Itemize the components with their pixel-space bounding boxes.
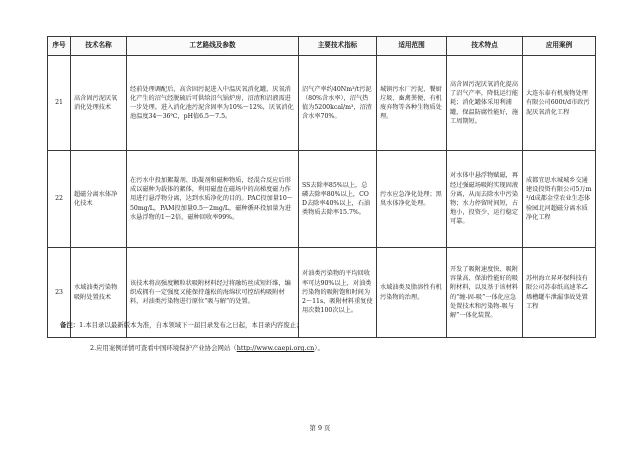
row-number: 23 — [48, 248, 71, 338]
table-row — [48, 56, 596, 151]
row-number: 21 — [48, 56, 71, 151]
header-no: 序号 — [48, 37, 71, 56]
application-scope: 城镇污水厂污泥、餐厨垃圾、畜禽粪便、有机废弃物等各种生物质处理。 — [377, 56, 447, 151]
row-number: 22 — [48, 151, 71, 248]
table-row — [48, 151, 596, 248]
application-cases: 苏州海立昇环保科技有限公司苏泰纸高速苯乙烯槽罐车泄漏事故处置工程 — [523, 248, 596, 338]
technology-name: 超磁分离水体净化技术 — [71, 151, 127, 248]
main-indicators: 对油类污染物的平均回收率可达90%以上，对油类污染物的吸附饱和时间为2～11s，吸附材料重复使用次数100次以上。 — [299, 248, 377, 338]
application-cases: 大连东泰有机废物处理有限公司600t/d市政污泥厌氧消化工程 — [523, 56, 596, 151]
application-scope: 污水应急净化处理；黑臭水体净化处理。 — [377, 151, 447, 248]
header-cases: 应用案例 — [523, 37, 596, 56]
notes-label: 备注： — [60, 321, 80, 329]
notes-section — [60, 320, 600, 354]
application-cases: 成都宜思水城城乡交通建设投资有限公司5万m³/d成都金堂农业生态体验园北河超磁分离水质净化工程 — [523, 151, 596, 248]
note-1 — [60, 320, 600, 331]
process-parameters: 在污水中投加絮凝剂、助凝剂和磁种物质，经混合反应后形成以磁种为载体的絮体，利用磁盘在磁场中的高梯度磁力作用进行悬浮物分离，达到水质净化的目的。PAC投加量10～50mg/L，PAM投加量0.5～2mg/L，磁种循环投加量为进水悬浮物的1～2倍，磁种回收率99%。 — [127, 151, 299, 248]
main-indicators: SS去除率85%以上，总磷去除率80%以上，COD去除率40%以上，石油类物质去除率15.7%。 — [299, 151, 377, 248]
technology-catalog-table — [47, 36, 596, 338]
header-name: 技术名称 — [71, 37, 127, 56]
main-indicators: 沼气产率约40Nm³/t污泥（80%含水率），沼气热值为5200kcal/m³，沼渣含水率70%。 — [299, 56, 377, 151]
technology-features: 开发了吸附速度快、吸附容量高、保油性能好的吸附材料，以及基于该材料的“缠-固-吸”一体化应急处置技术和污染物-吸与解”一体化装置。 — [447, 248, 523, 338]
page-number: 第 9 页 — [309, 424, 331, 432]
process-parameters: 该技术将高强度颗粒状吸附材料经过将融纺丝成短纤维，编织成拥有一定强度又能保持蓬松的海绵状可控结构吸附材料，对油类污染物进行原位“吸与解”的处置。 — [127, 248, 299, 338]
technology-name: 高含固污泥厌氧消化处理技术 — [71, 56, 127, 151]
application-scope: 水域油类及脂溶性有机污染物的治理。 — [377, 248, 447, 338]
technology-features: 高含固污泥厌氧消化提高了沼气产率，降低运行能耗；消化罐体采用利浦罐，保温防腐性能好，施工周期短。 — [447, 56, 523, 151]
note-2-prefix: 2.应用案例详情可查看中国环境保护产业协会网站（ — [90, 344, 237, 352]
table-header-row — [48, 37, 596, 56]
note-2 — [60, 343, 600, 354]
technology-features: 对水体中悬浮物赋磁，再经过强磁场吸附实现固液分离，从而去除水中污染物；水力停留时间短，占地小，投资少，运行稳定可靠。 — [447, 151, 523, 248]
website-link[interactable]: http://www.caepi.org.cn — [236, 344, 315, 352]
technology-name: 水域油类污染物吸附处置技术 — [71, 248, 127, 338]
note-2-suffix: ）。 — [314, 344, 324, 352]
header-scope: 适用范围 — [377, 37, 447, 56]
note-1-text: 1.本目录以最新版本为准，自本领域下一届目录发布之日起，本目录内容废止； — [79, 321, 303, 329]
header-process: 工艺路线及参数 — [127, 37, 299, 56]
header-features: 技术特点 — [447, 37, 523, 56]
header-indicators: 主要技术指标 — [299, 37, 377, 56]
process-parameters: 经前处理调配后，高含固污泥进入中温厌氧消化罐，厌氧消化产生的沼气经脱硫后可供给沼气锅炉房，沼渣和沼液需进一步处理。进入消化池污泥含固率为10%～12%，厌氧消化池温度34～36℃，pH值6.5～7.5。 — [127, 56, 299, 151]
